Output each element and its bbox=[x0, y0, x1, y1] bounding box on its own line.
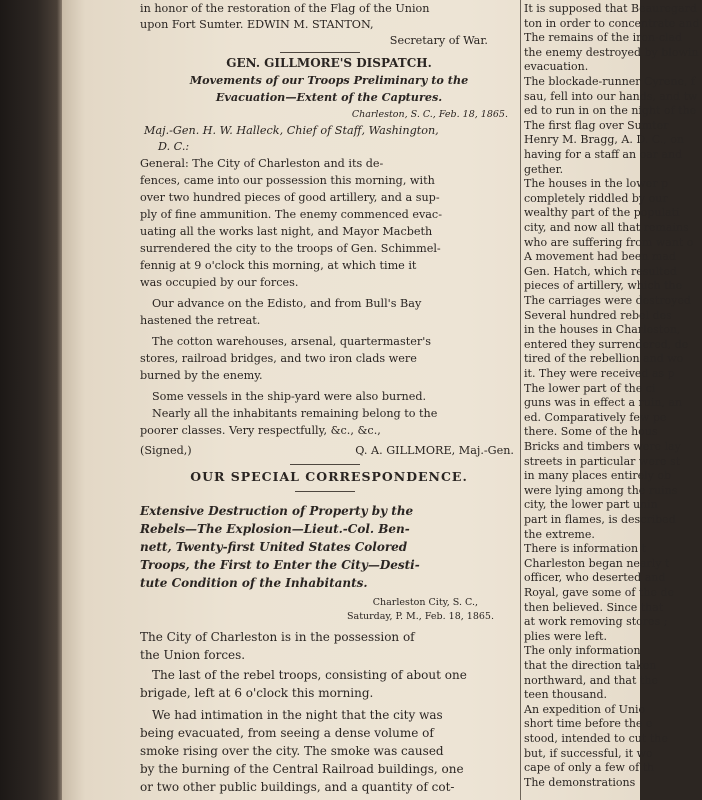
special-dateline-1: Charleston City, S. C., bbox=[372, 597, 478, 608]
special-body-line: smoke rising over the city. The smoke was caused bbox=[140, 744, 444, 758]
para1-line: uating all the works last night, and Mayor Macbeth bbox=[140, 225, 433, 238]
right-column-line: evacuation. bbox=[524, 60, 589, 74]
right-column-line: An expedition of Unio bbox=[524, 702, 646, 716]
column-rule bbox=[520, 0, 521, 800]
separator bbox=[290, 464, 360, 465]
right-column-line: A movement had been mad bbox=[524, 250, 677, 264]
special-body-line: brigade, left at 6 o'clock this morning. bbox=[140, 686, 374, 700]
special-subhead: Extensive Destruction of Property by the bbox=[140, 504, 414, 518]
special-body-line: being evacuated, from seeing a dense volume of bbox=[140, 726, 434, 740]
right-column-line: Bricks and timbers were lay bbox=[524, 440, 681, 453]
right-column-line: Royal, gave some of the de bbox=[524, 586, 674, 599]
right-column-line: the enemy destroyed by blowin bbox=[524, 45, 699, 59]
book-spine bbox=[0, 0, 62, 800]
right-column-line: The houses in the lower p bbox=[524, 177, 668, 191]
right-column-line: The lower part of the ci bbox=[524, 381, 656, 395]
right-column-line: guns was in effect a ruin, an bbox=[524, 396, 683, 410]
special-subhead: nett, Twenty-first United States Colored bbox=[140, 540, 408, 554]
right-column-line: Charleston began nearly t bbox=[524, 556, 670, 570]
para3-line: The cotton warehouses, arsenal, quartermaster's bbox=[152, 335, 432, 348]
special-body-line: the Union forces. bbox=[140, 648, 246, 662]
para1-line: was occupied by our forces. bbox=[140, 276, 299, 289]
gillmore-address-1: Maj.-Gen. H. W. Halleck, Chief of Staff, Washington, bbox=[144, 124, 439, 137]
right-column-line: The carriages were destroyed bbox=[524, 294, 691, 307]
right-column-line: at work removing stores ; bbox=[524, 615, 668, 629]
special-body-line: by the burning of the Central Railroad buildings, one bbox=[140, 762, 464, 776]
right-column-line: stood, intended to cut the bbox=[524, 732, 668, 745]
gillmore-subhead-2: Evacuation—Extent of the Captures. bbox=[215, 90, 443, 104]
para4-line: Some vessels in the ship-yard were also burned. bbox=[152, 390, 427, 403]
para1-line: fennig at 9 o'clock this morning, at which time it bbox=[140, 259, 417, 272]
right-column-line: Several hundred rebel des bbox=[524, 308, 672, 322]
special-subhead: Troops, the First to Enter the City—Desti- bbox=[140, 558, 420, 572]
right-column-line: in many places entirely ob bbox=[524, 469, 672, 483]
separator bbox=[280, 52, 360, 53]
right-column-line: pieces of artillery, which the bbox=[524, 279, 683, 293]
special-subhead: tute Condition of the Inhabitants. bbox=[140, 576, 368, 590]
right-column-line: Gen. Hatch, which resulted bbox=[524, 264, 677, 278]
right-column-line: entered they surrendered, de bbox=[524, 337, 689, 351]
right-column-line: officer, who deserted and bbox=[524, 571, 666, 585]
right-column-line: who are suffering from want o bbox=[524, 235, 694, 249]
right-column-line: cape of only a few of th bbox=[524, 761, 655, 775]
signed-text: (Signed,) bbox=[140, 444, 192, 457]
right-column-line: The demonstrations bbox=[524, 775, 636, 789]
special-dateline-2: Saturday, P. M., Feb. 18, 1865. bbox=[347, 611, 494, 622]
para3-line: stores, railroad bridges, and two iron clads were bbox=[140, 352, 417, 365]
para5-line: poorer classes. Very respectfully, &c., &c., bbox=[140, 424, 381, 437]
para1-line: over two hundred pieces of good artillery, and a sup- bbox=[140, 191, 440, 204]
gillmore-signature: Q. A. GILLMORE, Maj.-Gen. bbox=[355, 444, 514, 457]
special-body-line: The last of the rebel troops, consisting of about one bbox=[152, 668, 467, 682]
gillmore-subhead-1: Movements of our Troops Preliminary to the bbox=[189, 73, 469, 87]
top-line-1: in honor of the restoration of the Flag of the Union bbox=[140, 2, 430, 15]
right-column-line: city, the lower part unin bbox=[524, 498, 658, 512]
right-column-line: it. They were received as p bbox=[524, 367, 675, 380]
special-body-line: The City of Charleston is in the possession of bbox=[140, 630, 415, 644]
special-body-line: We had intimation in the night that the city was bbox=[152, 708, 443, 722]
para1-line: ply of fine ammunition. The enemy commenced evac- bbox=[140, 208, 442, 221]
para1-line: General: The City of Charleston and its de- bbox=[140, 157, 384, 170]
special-subhead: Rebels—The Explosion—Lieut.-Col. Ben- bbox=[140, 522, 410, 536]
para3-line: burned by the enemy. bbox=[140, 369, 263, 382]
right-column-line: in the houses in Charleston, bbox=[524, 323, 681, 337]
right-column-line: teen thousand. bbox=[524, 688, 608, 702]
right-column-line: The blockade-runner Cyrene, f bbox=[524, 75, 696, 88]
special-body-line: or two other public buildings, and a quantity of cot- bbox=[140, 780, 455, 794]
gillmore-dateline: Charleston, S. C., Feb. 18, 1865. bbox=[351, 109, 508, 120]
right-column-line: city, and now all that remains bbox=[524, 221, 689, 234]
right-column-line: The only information bbox=[524, 644, 641, 658]
right-column-line: The remains of the iron-clad bbox=[524, 31, 683, 45]
stanton-title: Secretary of War. bbox=[389, 34, 488, 47]
right-column-line: the extreme. bbox=[524, 527, 595, 541]
right-column-line: tired of the rebellion and wo bbox=[524, 352, 684, 366]
para2-line: Our advance on the Edisto, and from Bull's Bay bbox=[152, 297, 422, 310]
top-line-2: upon Fort Sumter. EDWIN M. STANTON, bbox=[140, 18, 374, 31]
newspaper-page bbox=[62, 0, 700, 800]
right-column-line: northward, and that the bbox=[524, 673, 658, 687]
para1-line: fences, came into our possession this morning, with bbox=[140, 174, 435, 187]
right-column-line: plies were left. bbox=[524, 629, 607, 643]
right-column-line: were lying among the ruins bbox=[524, 483, 678, 497]
gillmore-headline: GEN. GILLMORE'S DISPATCH. bbox=[226, 56, 432, 70]
right-column-line: gether. bbox=[524, 162, 564, 176]
right-column-line: streets in particular were st bbox=[524, 454, 681, 468]
right-column bbox=[522, 0, 702, 800]
main-column bbox=[140, 0, 518, 800]
right-column-line: that the direction taken bbox=[524, 659, 657, 672]
right-column-line: wealthy part of the populati bbox=[524, 206, 680, 220]
right-column-line: ed. Comparatively few pe bbox=[524, 410, 667, 424]
right-column-line: but, if successful, it wo bbox=[524, 746, 653, 760]
right-column-line: part in flames, is described bbox=[524, 513, 676, 526]
para2-line: hastened the retreat. bbox=[140, 314, 261, 327]
right-column-line: sau, fell into our hands, and tw bbox=[524, 89, 698, 103]
special-headline: OUR SPECIAL CORRESPONDENCE. bbox=[190, 469, 468, 484]
right-column-line: short time before the e bbox=[524, 717, 653, 731]
right-column-line: There is information t bbox=[524, 542, 646, 556]
right-column-line: ton in order to concentrate and bbox=[524, 16, 700, 30]
right-column-line: The first flag over Sumter bbox=[524, 118, 669, 132]
right-column-line: then believed. Since that bbox=[524, 600, 664, 614]
right-column-line: Henry M. Bragg, A. D. C., on bbox=[524, 133, 684, 147]
right-column-line: completely riddled by our bbox=[524, 191, 668, 205]
gillmore-address-2: D. C.: bbox=[158, 140, 190, 153]
right-column-line: there. Some of the hous bbox=[524, 425, 658, 439]
right-column-line: It is supposed that Beauregard bbox=[524, 2, 697, 15]
para1-line: surrendered the city to the troops of Gen. Schimmel- bbox=[140, 242, 441, 255]
para5-line: Nearly all the inhabitants remaining belong to the bbox=[152, 407, 438, 420]
right-column-line: ed to run in on the night of the bbox=[524, 104, 697, 118]
separator bbox=[295, 491, 355, 492]
right-column-line: having for a staff an oar and bbox=[524, 148, 683, 161]
